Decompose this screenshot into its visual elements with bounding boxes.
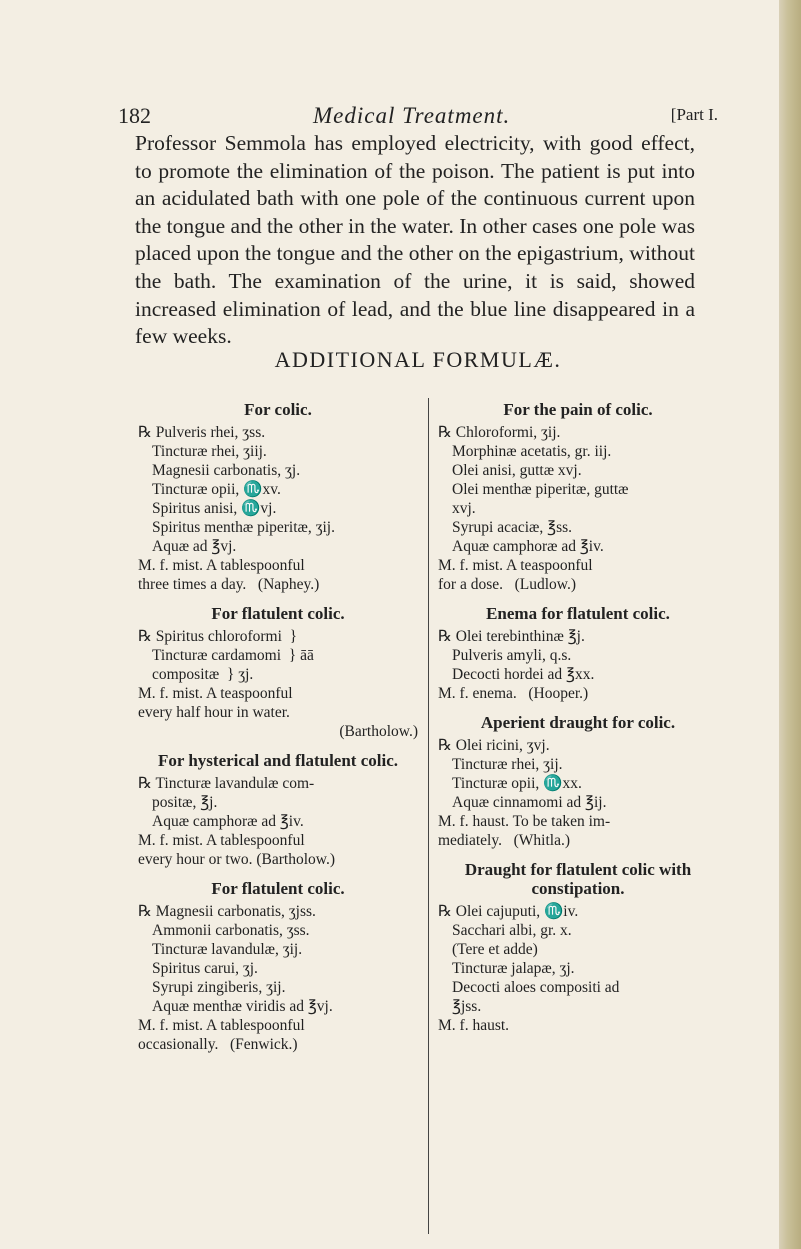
formula-line: Syrupi acaciæ, ℥ss. — [452, 519, 573, 536]
formula-line: Decocti hordei ad ℥xx. — [452, 666, 595, 683]
formula-line: Aquæ ad ℥vj. — [152, 538, 237, 555]
formula-line: Tincturæ rhei, ʒiij. — [152, 443, 267, 460]
formula-title: For the pain of colic. — [503, 400, 653, 419]
formula-line: Aquæ menthæ viridis ad ℥vj. — [152, 998, 333, 1015]
page-number: 182 — [118, 103, 151, 128]
formula-line: M. f. mist. A teaspoonful — [438, 557, 593, 574]
formula-line: three times a day. (Naphey.) — [138, 576, 320, 593]
formula-line: every half hour in water. — [138, 704, 290, 721]
formula-line: Aquæ camphoræ ad ℥iv. — [152, 813, 304, 830]
section-title: ADDITIONAL FORMULÆ. — [274, 347, 562, 372]
formula-block — [138, 400, 418, 594]
formula-block — [438, 604, 718, 703]
column-divider — [428, 398, 429, 1234]
formula-title: Aperient draught for colic. — [480, 713, 676, 732]
formula-title: Draught for flatulent colic with constipation. — [464, 860, 692, 898]
right-column — [438, 400, 718, 1045]
formula-line: xvj. — [452, 500, 476, 517]
formula-line: ℞ Chloroformi, ʒij. — [438, 424, 561, 441]
formula-line: M. f. mist. A teaspoonful — [138, 685, 293, 702]
formula-title: Enema for flatulent colic. — [486, 604, 670, 623]
formula-line: Pulveris amyli, q.s. — [452, 647, 572, 664]
formula-line: ℥jss. — [452, 998, 482, 1015]
formula-line: M. f. enema. (Hooper.) — [438, 685, 589, 702]
formula-line: ℞ Tincturæ lavandulæ com- — [138, 775, 315, 792]
formula-line: M. f. mist. A tablespoonful — [138, 557, 305, 574]
page-edge — [779, 0, 801, 1249]
formula-line: Spiritus menthæ piperitæ, ʒij. — [152, 519, 335, 536]
formula-line: Aquæ camphoræ ad ℥iv. — [452, 538, 604, 555]
formula-line: ℞ Spiritus chloroformi } — [138, 628, 298, 645]
formula-block — [438, 860, 718, 1035]
left-column — [138, 400, 418, 1064]
formula-line: Spiritus anisi, ♏vj. — [152, 500, 277, 517]
formula-line: (Tere et adde) — [452, 941, 538, 958]
formula-line: Tincturæ rhei, ʒij. — [452, 756, 563, 773]
formula-line: occasionally. (Fenwick.) — [138, 1036, 298, 1053]
formula-line: Decocti aloes compositi ad — [452, 979, 620, 996]
formula-line: Tincturæ cardamomi } āā — [152, 647, 314, 664]
formula-line: Syrupi zingiberis, ʒij. — [152, 979, 286, 996]
formula-line: Aquæ cinnamomi ad ℥ij. — [452, 794, 607, 811]
formula-line: M. f. haust. To be taken im- — [438, 813, 611, 830]
formula-line: M. f. mist. A tablespoonful — [138, 1017, 305, 1034]
formula-line: positæ, ℥j. — [152, 794, 218, 811]
formula-block — [438, 400, 718, 594]
formula-block — [438, 713, 718, 850]
formula-line: Tincturæ opii, ♏xx. — [452, 775, 582, 792]
formula-title: For flatulent colic. — [211, 604, 345, 623]
formula-title: For hysterical and flatulent colic. — [157, 751, 399, 770]
formula-line: ℞ Olei terebinthinæ ℥j. — [438, 628, 585, 645]
formula-line: Olei anisi, guttæ xvj. — [452, 462, 582, 479]
running-title: Medical Treatment. — [313, 103, 511, 128]
formula-line: Ammonii carbonatis, ʒss. — [152, 922, 310, 939]
formula-title: For flatulent colic. — [211, 879, 345, 898]
formula-block — [138, 604, 418, 741]
formula-line: ℞ Olei cajuputi, ♏iv. — [438, 903, 579, 920]
formula-line: every hour or two. (Bartholow.) — [138, 851, 335, 868]
formula-line: Tincturæ opii, ♏xv. — [152, 481, 281, 498]
formula-line: mediately. (Whitla.) — [438, 832, 570, 849]
formula-line: Spiritus carui, ʒj. — [152, 960, 258, 977]
formula-line: Olei menthæ piperitæ, guttæ — [452, 481, 629, 498]
formula-line: M. f. haust. — [438, 1017, 510, 1034]
formula-line: Tincturæ jalapæ, ʒj. — [452, 960, 575, 977]
formula-line: for a dose. (Ludlow.) — [438, 576, 577, 593]
body-paragraph: Professor Semmola has employed electricity, with good effect, to promote the elimination of the poison. The patient is put into an acidulated bath with one pole of the continuous current upon the tongue and the other in the water. In other cases one pole was placed upon the tongue and the other on the epigastrium, without the bath. The examination of the urine, it is said, showed increased elimination of lead, and the blue line disappeared in a few weeks. — [135, 131, 696, 349]
formula-line: ℞ Pulveris rhei, ʒss. — [138, 424, 266, 441]
part-label: [Part I. — [670, 105, 718, 124]
formula-line: Morphinæ acetatis, gr. iij. — [452, 443, 612, 460]
formula-title: For colic. — [244, 400, 312, 419]
formula-line: Magnesii carbonatis, ʒj. — [152, 462, 301, 479]
formula-line: (Bartholow.) — [339, 723, 418, 740]
formula-line: Tincturæ lavandulæ, ʒij. — [152, 941, 303, 958]
formula-block — [138, 751, 418, 869]
formula-line: ℞ Olei ricini, ʒvj. — [438, 737, 550, 754]
formula-block — [138, 879, 418, 1054]
formula-line: ℞ Magnesii carbonatis, ʒjss. — [138, 903, 316, 920]
formula-line: Sacchari albi, gr. x. — [452, 922, 572, 939]
formula-line: M. f. mist. A tablespoonful — [138, 832, 305, 849]
formula-line: compositæ } ʒj. — [152, 666, 254, 683]
